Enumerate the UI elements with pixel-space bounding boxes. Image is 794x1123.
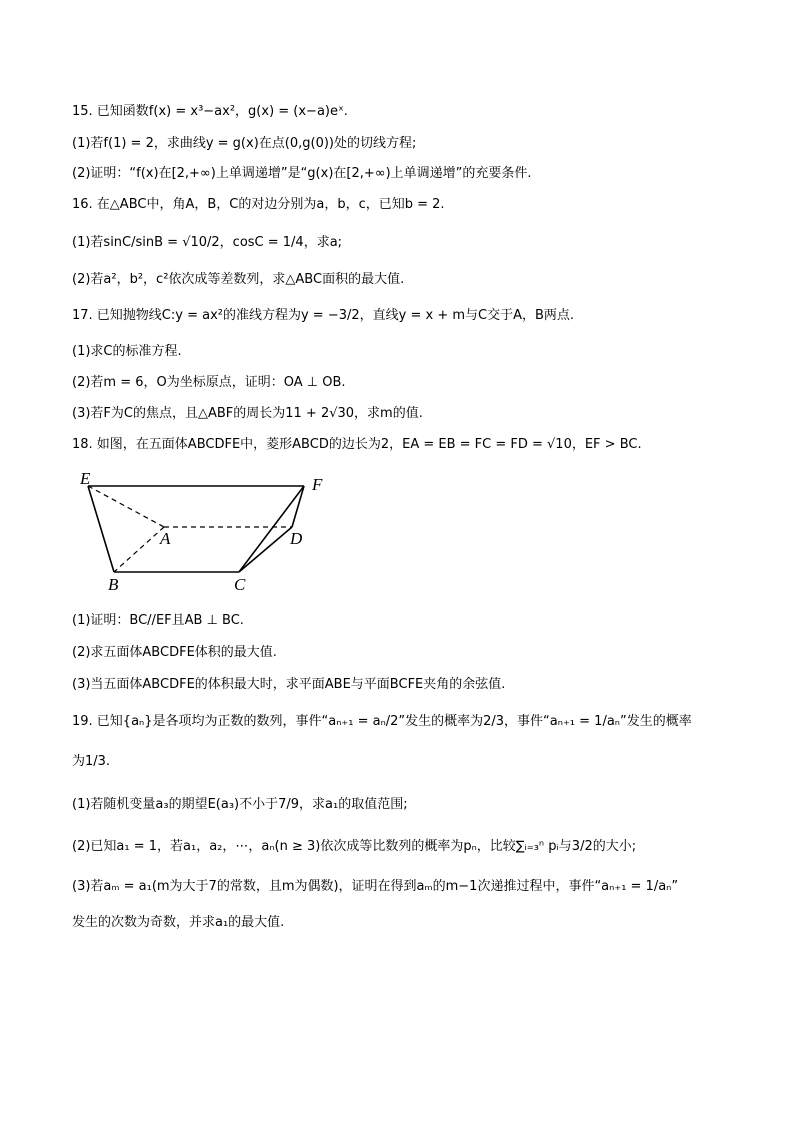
label-b: B bbox=[108, 575, 119, 594]
edge-ab-hidden bbox=[114, 527, 164, 572]
problem-17-stem: 17. 已知抛物线C:y = ax²的准线方程为y = −3/2，直线y = x + m与C交于A，B两点. bbox=[72, 308, 575, 323]
problem-19-stem-cont: 为1/3. bbox=[72, 754, 111, 769]
label-e: E bbox=[80, 469, 91, 488]
problem-19-part-3-cont: 发生的次数为奇数，并求a₁的最大值. bbox=[72, 915, 285, 930]
problem-17-part-3: (3)若F为C的焦点，且△ABF的周长为11 + 2√30，求m的值. bbox=[72, 406, 423, 421]
problem-15-stem: 15. 已知函数f(x) = x³−ax²，g(x) = (x−a)eˣ. bbox=[72, 104, 348, 119]
edge-dc bbox=[239, 527, 292, 572]
problem-15-part-1: (1)若f(1) = 2，求曲线y = g(x)在点(0,g(0))处的切线方程; bbox=[72, 136, 417, 151]
label-c: C bbox=[234, 575, 246, 594]
problem-17-part-2: (2)若m = 6，O为坐标原点，证明：OA ⊥ OB. bbox=[72, 375, 346, 390]
edge-fd bbox=[292, 486, 304, 527]
problem-18-stem: 18. 如图，在五面体ABCDFE中，菱形ABCD的边长为2，EA = EB = FC = FD = √10，EF > BC. bbox=[72, 437, 642, 452]
problem-18-part-1: (1)证明：BC//EF且AB ⊥ BC. bbox=[72, 613, 244, 628]
problem-19-stem: 19. 已知{aₙ}是各项均为正数的数列，事件“aₙ₊₁ = aₙ/2”发生的概率为2/3，事件“aₙ₊₁ = 1/aₙ”发生的概率 bbox=[72, 714, 692, 729]
label-d: D bbox=[290, 529, 303, 548]
problem-16-part-2: (2)若a²，b²，c²依次成等差数列，求△ABC面积的最大值. bbox=[72, 272, 405, 287]
edge-ea-hidden bbox=[88, 486, 164, 527]
problem-16-stem: 16. 在△ABC中，角A，B，C的对边分别为a，b，c，已知b = 2. bbox=[72, 197, 445, 212]
problem-19-part-2: (2)已知a₁ = 1，若a₁，a₂，⋯，aₙ(n ≥ 3)依次成等比数列的概率为pₙ，比较∑ᵢ₌₃ⁿ pᵢ与3/2的大小; bbox=[72, 839, 637, 854]
label-f: F bbox=[312, 475, 323, 494]
problem-15-part-2: (2)证明：“f(x)在[2,+∞)上单调递增”是“g(x)在[2,+∞)上单调递增”的充要条件. bbox=[72, 166, 532, 181]
pentahedron-figure bbox=[76, 466, 346, 596]
problem-17-part-1: (1)求C的标准方程. bbox=[72, 344, 182, 359]
problem-19-part-3: (3)若aₘ = a₁(m为大于7的常数，且m为偶数)，证明在得到aₘ的m−1次递推过程中，事件“aₙ₊₁ = 1/aₙ” bbox=[72, 879, 679, 894]
problem-19-part-1: (1)若随机变量a₃的期望E(a₃)不小于7/9，求a₁的取值范围; bbox=[72, 797, 408, 812]
problem-16-part-1: (1)若sinC/sinB = √10/2，cosC = 1/4，求a; bbox=[72, 235, 343, 250]
problem-18-part-2: (2)求五面体ABCDFE体积的最大值. bbox=[72, 645, 277, 660]
problem-18-part-3: (3)当五面体ABCDFE的体积最大时，求平面ABE与平面BCFE夹角的余弦值. bbox=[72, 677, 506, 692]
label-a: A bbox=[160, 529, 171, 548]
edge-eb bbox=[88, 486, 114, 572]
